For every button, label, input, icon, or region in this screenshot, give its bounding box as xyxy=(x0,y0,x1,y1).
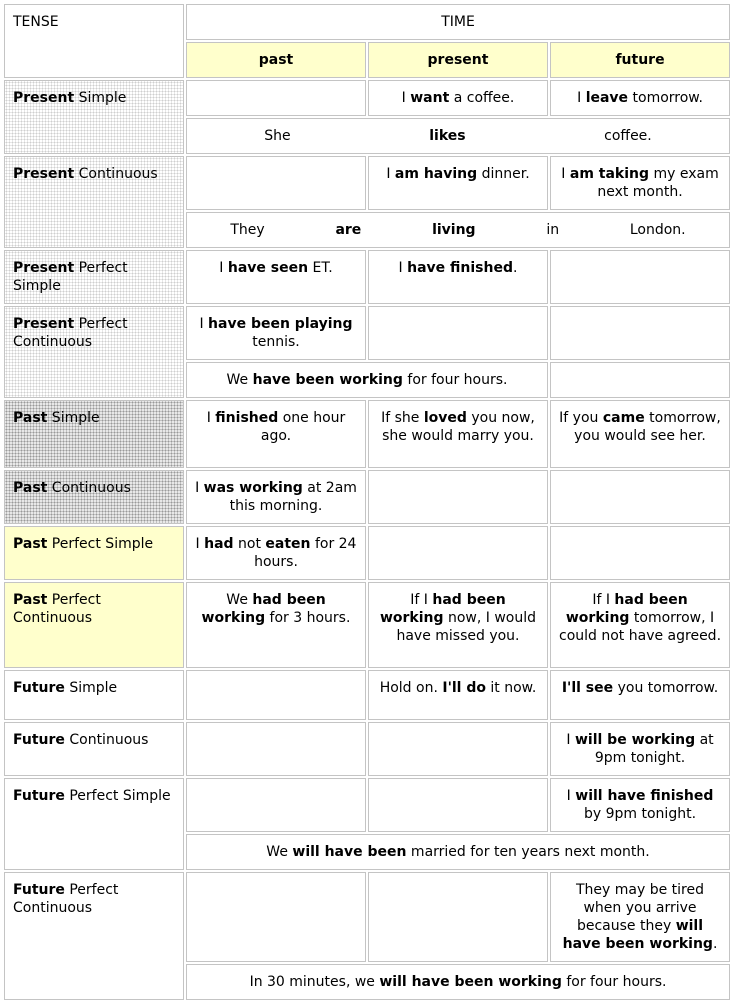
cell-future-perfect-continuous-future xyxy=(550,872,730,962)
example-text: tomorrow, you would see her. xyxy=(574,410,721,444)
tense-past-perfect-continuous xyxy=(4,582,184,668)
example-text: They may be tired when you arrive because they xyxy=(576,882,705,934)
example-text: I xyxy=(219,260,228,276)
tense-bold: Future xyxy=(13,882,65,898)
span-word: in xyxy=(546,222,560,238)
example-text: for four hours. xyxy=(561,974,667,990)
cell-present-perfect-continuous-span xyxy=(186,362,548,398)
example-text: dinner. xyxy=(477,166,530,182)
example-verb: will have been xyxy=(292,844,407,860)
span-word: coffee. xyxy=(604,128,652,144)
tense-present-simple xyxy=(4,80,184,154)
example-text: We xyxy=(226,372,253,388)
example-verb: came xyxy=(602,410,645,426)
example-text: it now. xyxy=(485,680,537,696)
tense-bold: Present xyxy=(13,260,75,276)
example-text: now, I would have missed you. xyxy=(396,610,537,644)
cell-future-perfect-continuous-past xyxy=(186,872,366,962)
span-verb: likes xyxy=(429,128,466,144)
example-verb: had been working xyxy=(379,592,506,626)
example-text: ET. xyxy=(308,260,333,276)
example-verb: am having xyxy=(394,166,478,182)
example-text: at 2am this morning. xyxy=(229,480,357,514)
cell-present-perfect-simple-future xyxy=(550,250,730,304)
example-text: If I xyxy=(592,592,615,608)
span-verb: are xyxy=(335,222,362,238)
example-verb: I'll do xyxy=(442,680,486,696)
tense-bold: Past xyxy=(13,536,48,552)
example-text: tennis. xyxy=(252,334,300,350)
tense-rest: Perfect Simple xyxy=(47,536,154,552)
cell-present-perfect-continuous-past xyxy=(186,306,366,360)
cell-future-continuous-present xyxy=(368,722,548,776)
cell-past-perfect-simple-present xyxy=(368,526,548,580)
tense-rest: Simple xyxy=(74,90,127,106)
tense-header-label: TENSE xyxy=(13,14,59,30)
tense-bold: Future xyxy=(13,680,65,696)
example-text: one hour ago. xyxy=(260,410,346,444)
tense-present-perfect-simple xyxy=(4,250,184,304)
example-verb: have finished xyxy=(407,260,513,276)
tense-rest: Simple xyxy=(47,410,100,426)
example-text: We xyxy=(266,844,293,860)
example-text: for 24 hours. xyxy=(254,536,357,570)
example-text: tomorrow. xyxy=(628,90,703,106)
cell-future-simple-future xyxy=(550,670,730,720)
example-text: I xyxy=(561,166,570,182)
example-text: you now, she would marry you. xyxy=(382,410,535,444)
example-verb: have been playing xyxy=(208,316,353,332)
example-text: I xyxy=(195,536,205,552)
cell-future-perfect-simple-span xyxy=(186,834,730,870)
cell-present-continuous-past xyxy=(186,156,366,210)
cell-future-perfect-continuous-present xyxy=(368,872,548,962)
column-header-past xyxy=(186,42,366,78)
cell-past-simple-present xyxy=(368,400,548,468)
tense-bold: Present xyxy=(13,166,75,182)
cell-present-perfect-continuous-future xyxy=(550,306,730,360)
cell-present-continuous-future xyxy=(550,156,730,210)
example-verb: loved xyxy=(423,410,467,426)
example-verb: have seen xyxy=(227,260,309,276)
tense-rest: Perfect Continuous xyxy=(13,592,101,626)
example-text: . xyxy=(513,260,518,276)
tense-future-simple xyxy=(4,670,184,720)
example-verb: will have been working xyxy=(562,918,713,952)
example-text: my exam next month. xyxy=(597,166,719,200)
example-text: If I xyxy=(410,592,433,608)
cell-future-perfect-simple-past xyxy=(186,778,366,832)
future-label: future xyxy=(615,52,665,68)
past-label: past xyxy=(258,52,294,68)
span-word: They xyxy=(230,222,265,238)
example-text: a coffee. xyxy=(449,90,515,106)
present-label: present xyxy=(427,52,489,68)
cell-present-perfect-simple-present xyxy=(368,250,548,304)
tense-rest: Perfect Simple xyxy=(64,788,171,804)
tense-bold: Past xyxy=(13,410,48,426)
time-header xyxy=(186,4,730,40)
cell-present-continuous-present xyxy=(368,156,548,210)
tense-future-continuous xyxy=(4,722,184,776)
cell-past-simple-past xyxy=(186,400,366,468)
example-text: We xyxy=(226,592,253,608)
tense-bold: Future xyxy=(13,788,65,804)
example-verb: had been working xyxy=(565,592,688,626)
example-verb: will be working xyxy=(574,732,696,748)
tense-bold: Past xyxy=(13,480,48,496)
tense-bold: Past xyxy=(13,592,48,608)
cell-present-simple-future xyxy=(550,80,730,116)
column-header-future xyxy=(550,42,730,78)
tense-present-continuous xyxy=(4,156,184,248)
tense-rest: Perfect Simple xyxy=(13,260,128,294)
example-verb: am taking xyxy=(569,166,650,182)
cell-past-perfect-simple-future xyxy=(550,526,730,580)
example-text: married for ten years next month. xyxy=(406,844,650,860)
example-verb: have been working xyxy=(252,372,403,388)
tense-rest: Continuous xyxy=(47,480,131,496)
cell-future-perfect-continuous-span xyxy=(186,964,730,1000)
example-text: I xyxy=(566,788,576,804)
example-verb: had been working xyxy=(201,592,326,626)
span-word: She xyxy=(264,128,291,144)
example-text: you tomorrow. xyxy=(613,680,719,696)
cell-present-perfect-continuous-present xyxy=(368,306,548,360)
example-verb: I'll see xyxy=(561,680,614,696)
example-text: I xyxy=(398,260,408,276)
tense-header xyxy=(4,4,184,78)
example-text: I xyxy=(566,732,575,748)
cell-present-perfect-continuous-future-2 xyxy=(550,362,730,398)
example-text: I xyxy=(386,166,395,182)
cell-past-perfect-continuous-present xyxy=(368,582,548,668)
cell-present-simple-past xyxy=(186,80,366,116)
example-text: I xyxy=(195,480,204,496)
example-text: for four hours. xyxy=(402,372,508,388)
example-text: tomorrow, I could not have agreed. xyxy=(559,610,722,644)
example-verb: will have been working xyxy=(379,974,562,990)
example-verb: will have finished xyxy=(575,788,714,804)
example-text: If she xyxy=(381,410,424,426)
example-verb: want xyxy=(410,90,450,106)
example-verb: was working xyxy=(203,480,303,496)
example-text: . xyxy=(712,936,718,952)
cell-past-continuous-present xyxy=(368,470,548,524)
tense-future-perfect-continuous xyxy=(4,872,184,1000)
cell-present-simple-span xyxy=(186,118,730,154)
example-text: In 30 minutes, we xyxy=(249,974,380,990)
example-verb: finished xyxy=(215,410,279,426)
tense-past-simple xyxy=(4,400,184,468)
tense-rest: Continuous xyxy=(74,166,158,182)
example-verb: eaten xyxy=(265,536,311,552)
cell-past-perfect-continuous-future xyxy=(550,582,730,668)
tense-present-perfect-continuous xyxy=(4,306,184,398)
example-text: at 9pm tonight. xyxy=(594,732,714,766)
example-text: by 9pm tonight. xyxy=(584,806,697,822)
example-text: If you xyxy=(559,410,603,426)
tense-rest: Simple xyxy=(64,680,118,696)
cell-future-perfect-simple-future xyxy=(550,778,730,832)
cell-future-continuous-future xyxy=(550,722,730,776)
tense-bold: Future xyxy=(13,732,65,748)
example-text: I xyxy=(206,410,216,426)
cell-past-perfect-continuous-past xyxy=(186,582,366,668)
example-text: Hold on. xyxy=(379,680,443,696)
column-header-present xyxy=(368,42,548,78)
tense-bold: Present xyxy=(13,316,75,332)
time-header-label: TIME xyxy=(441,14,475,30)
cell-present-continuous-span xyxy=(186,212,730,248)
cell-future-simple-past xyxy=(186,670,366,720)
tense-bold: Present xyxy=(13,90,75,106)
example-text: I xyxy=(199,316,209,332)
tense-past-continuous xyxy=(4,470,184,524)
example-text: I xyxy=(401,90,411,106)
cell-future-perfect-simple-present xyxy=(368,778,548,832)
tense-rest: Continuous xyxy=(64,732,149,748)
example-verb: leave xyxy=(585,90,629,106)
example-verb: had xyxy=(204,536,234,552)
cell-present-simple-present xyxy=(368,80,548,116)
span-verb: living xyxy=(432,222,476,238)
cell-past-simple-future xyxy=(550,400,730,468)
cell-future-continuous-past xyxy=(186,722,366,776)
cell-present-perfect-simple-past xyxy=(186,250,366,304)
tense-rest: Perfect Continuous xyxy=(13,316,128,350)
cell-past-continuous-past xyxy=(186,470,366,524)
example-text: I xyxy=(577,90,586,106)
tense-future-perfect-simple xyxy=(4,778,184,870)
cell-past-perfect-simple-past xyxy=(186,526,366,580)
tense-past-perfect-simple xyxy=(4,526,184,580)
example-text: not xyxy=(233,536,266,552)
tenses-table xyxy=(2,2,730,1002)
span-word: London. xyxy=(629,222,686,238)
cell-future-simple-present xyxy=(368,670,548,720)
cell-past-continuous-future xyxy=(550,470,730,524)
tense-rest: Perfect Continuous xyxy=(13,882,119,916)
example-text: for 3 hours. xyxy=(265,610,351,626)
